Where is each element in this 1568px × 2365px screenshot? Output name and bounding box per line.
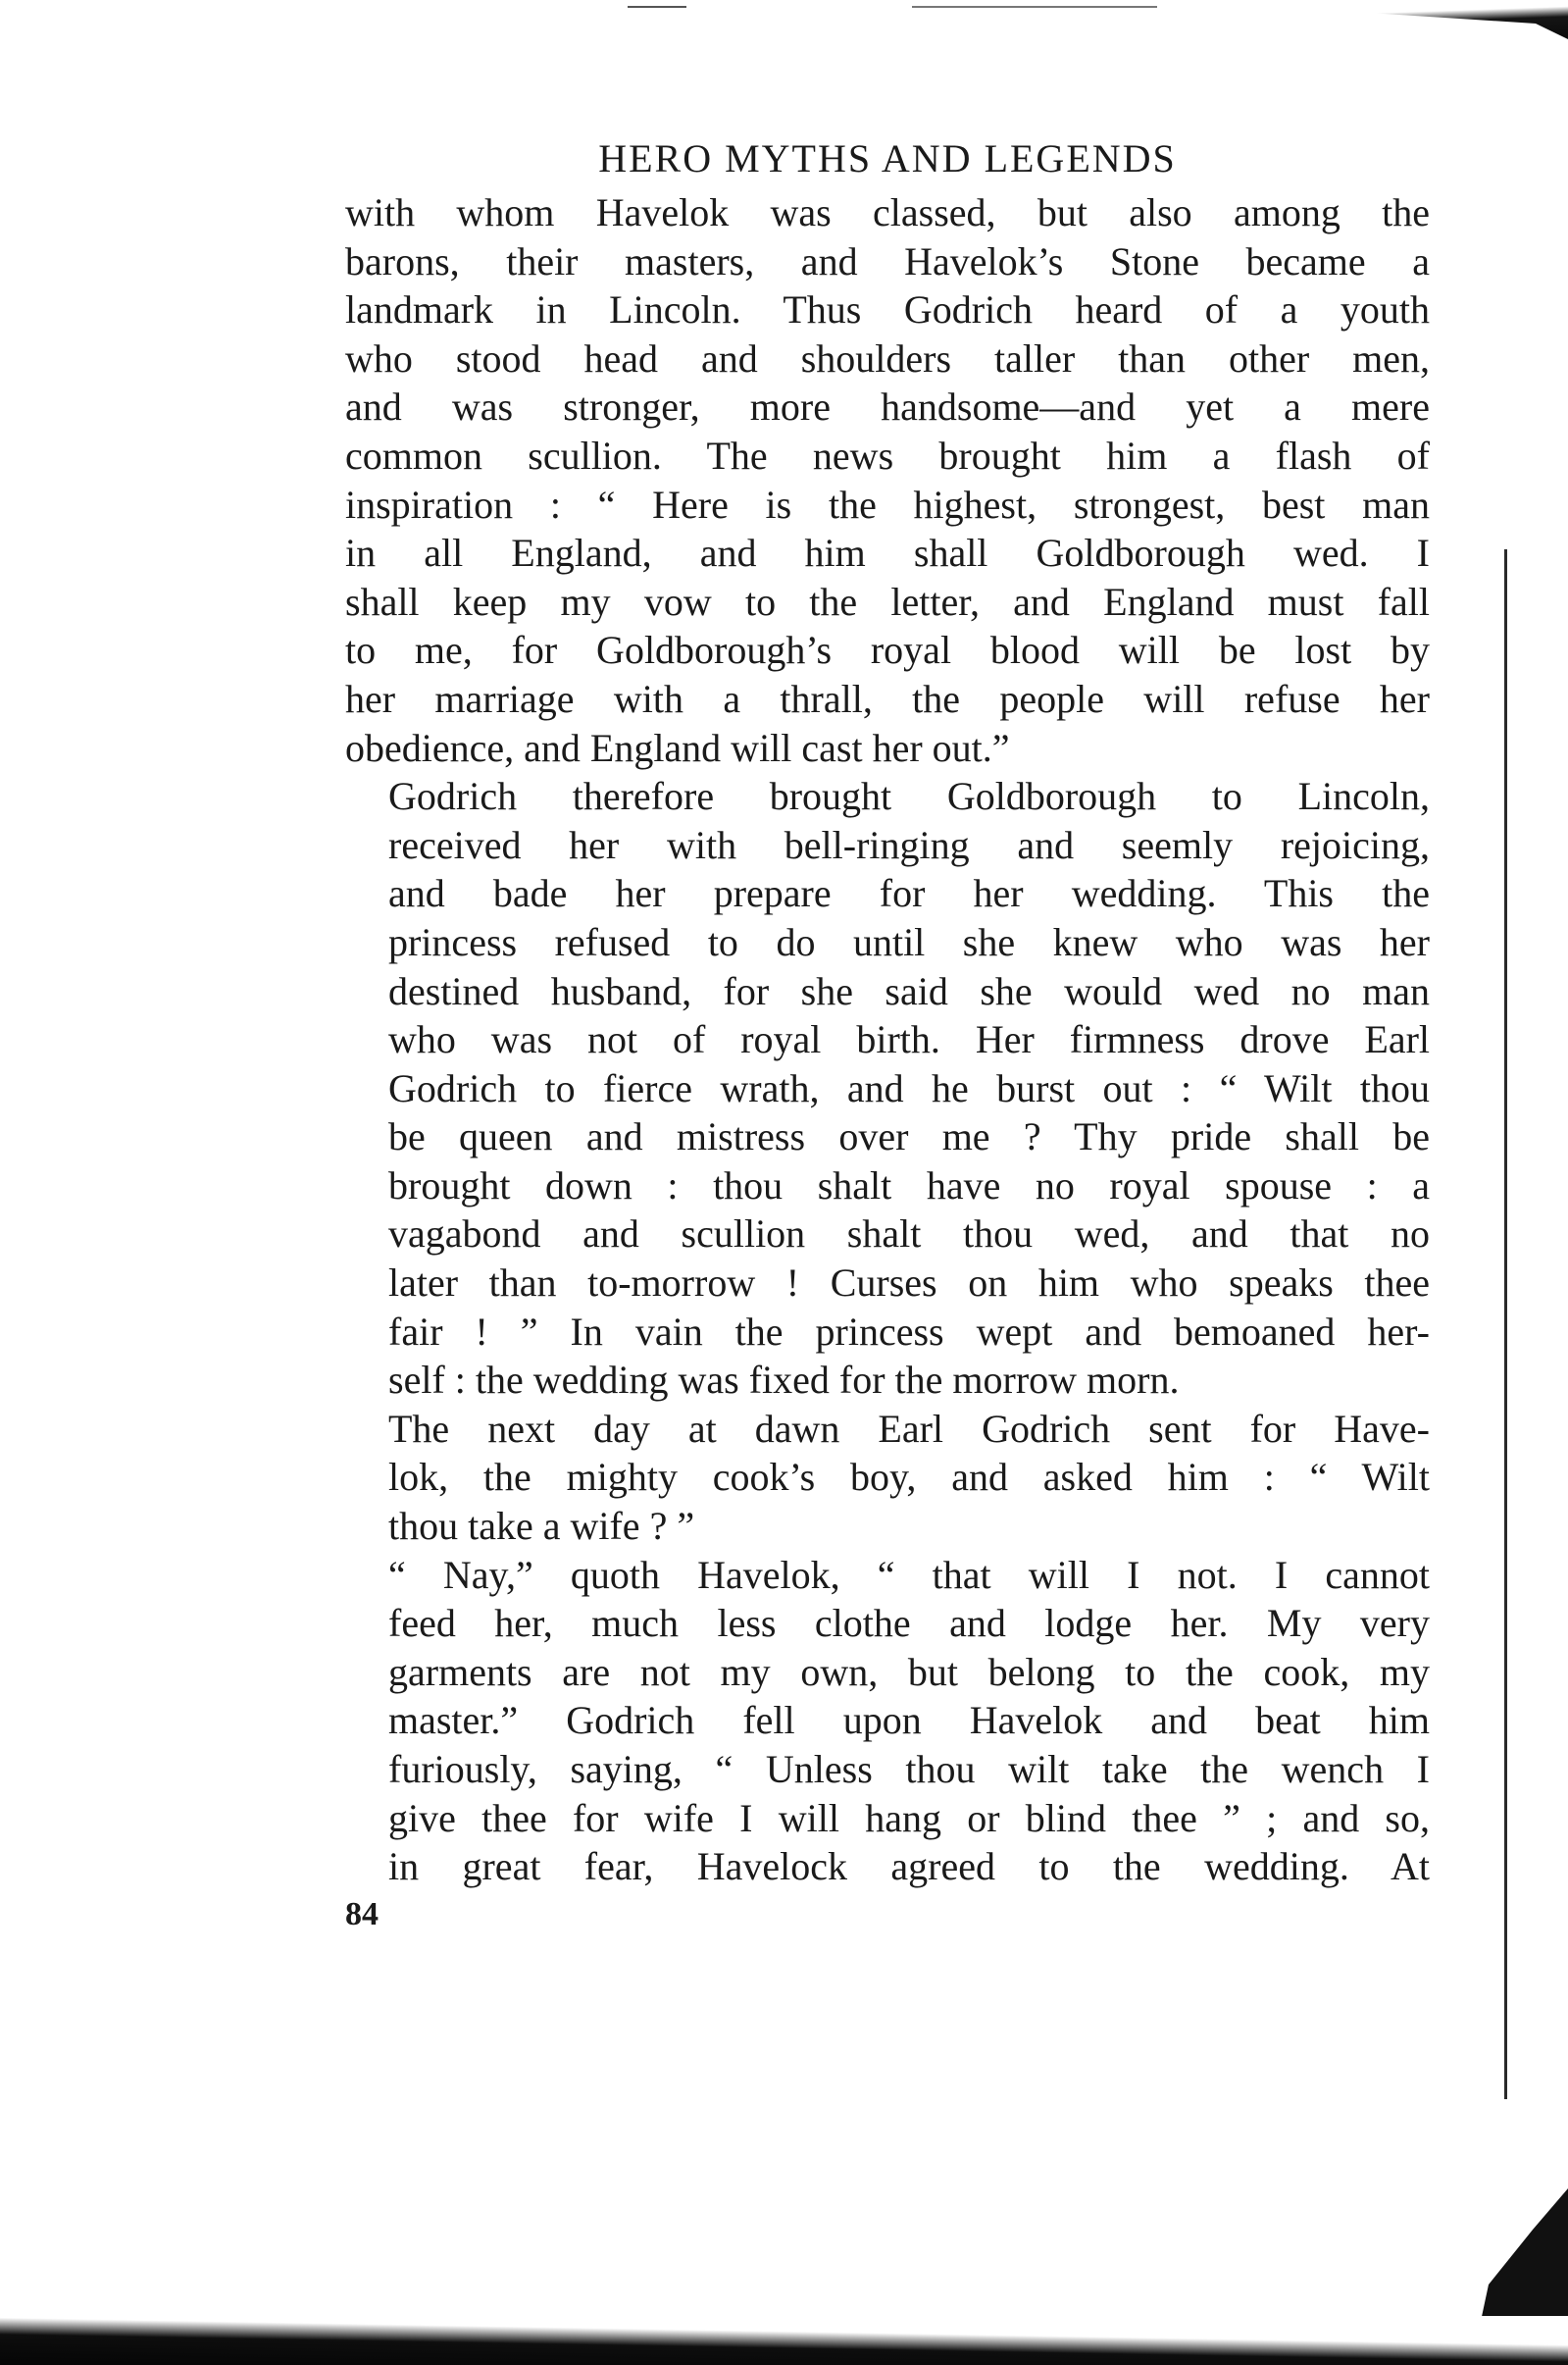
paragraph	[345, 188, 1430, 772]
text-line: with whom Havelok was classed, but also among the	[345, 190, 1430, 234]
text-line: master.” Godrich fell upon Havelok and beat him	[388, 1698, 1430, 1743]
text-line: common scullion. The news brought him a flash of	[345, 433, 1430, 478]
scan-artifact-page-shadow	[1480, 2188, 1568, 2326]
scan-artifact-page-edge	[1504, 549, 1507, 2099]
text-line: brought down : thou shalt have no royal spouse : a	[388, 1162, 1430, 1208]
text-line: obedience, and England will cast her out.”	[345, 725, 1010, 770]
text-line: to me, for Goldborough’s royal blood will be lost by	[345, 628, 1430, 673]
scan-artifact-page-edge	[0, 2316, 1568, 2365]
text-line: self : the wedding was fixed for the morrow morn.	[388, 1358, 1180, 1403]
text-line: inspiration : “ Here is the highest, strongest, best man	[345, 482, 1430, 527]
text-line: barons, their masters, and Havelok’s Stone became a	[345, 238, 1430, 283]
text-line: be queen and mistress over me ? Thy pride shall be	[388, 1114, 1430, 1159]
text-line: fair ! ” In vain the princess wept and bemoaned her-	[388, 1309, 1430, 1354]
text-line: give thee for wife I will hang or blind thee ” ; and so,	[388, 1795, 1430, 1840]
scan-artifact-page-shadow	[1244, 0, 1568, 39]
paragraph	[345, 1551, 1430, 1891]
text-line: received her with bell-ringing and seemly rejoicing,	[388, 822, 1430, 867]
paragraph	[345, 1405, 1430, 1551]
text-line: Godrich to fierce wrath, and he burst out : “ Wilt thou	[388, 1065, 1430, 1110]
text-line: her marriage with a thrall, the people will refuse her	[345, 676, 1430, 721]
text-line: The next day at dawn Earl Godrich sent for Have-	[388, 1406, 1430, 1451]
text-line: Godrich therefore brought Goldborough to Lincoln,	[388, 774, 1430, 819]
text-line: in all England, and him shall Goldborough wed. I	[345, 531, 1430, 576]
text-line: furiously, saying, “ Unless thou wilt take the wench I	[388, 1747, 1430, 1791]
text-line: vagabond and scullion shalt thou wed, and that no	[388, 1211, 1430, 1257]
text-line: later than to-morrow ! Curses on him who speaks thee	[388, 1260, 1430, 1306]
text-line: destined husband, for she said she would wed no man	[388, 968, 1430, 1013]
text-line: thou take a wife ? ”	[388, 1504, 695, 1549]
text-line: who stood head and shoulders taller than other men,	[345, 335, 1430, 381]
text-line: in great fear, Havelock agreed to the wedding. At	[388, 1844, 1430, 1889]
paragraph	[345, 772, 1430, 1405]
text-line: and was stronger, more handsome—and yet a mere	[345, 385, 1430, 430]
text-line: shall keep my vow to the letter, and England must fall	[345, 579, 1430, 624]
text-line: who was not of royal birth. Her firmness drove Earl	[388, 1017, 1430, 1062]
page-number: 84	[345, 1895, 379, 1932]
text-line: “ Nay,” quoth Havelok, “ that will I not. I cannot	[388, 1552, 1430, 1597]
text-line: and bade her prepare for her wedding. This the	[388, 871, 1430, 916]
text-line: garments are not my own, but belong to the cook, my	[388, 1649, 1430, 1694]
scan-artifact-top-rule	[912, 6, 1157, 8]
text-line: feed her, much less clothe and lodge her. My very	[388, 1601, 1430, 1646]
running-head: HERO MYTHS AND LEGENDS	[598, 136, 1177, 180]
book-page	[345, 129, 1430, 1936]
body-text	[345, 188, 1430, 1891]
text-line: lok, the mighty cook’s boy, and asked him : “ Wilt	[388, 1455, 1430, 1500]
scan-artifact-top-rule	[628, 6, 686, 8]
text-line: landmark in Lincoln. Thus Godrich heard of a youth	[345, 287, 1430, 333]
text-line: princess refused to do until she knew who was her	[388, 919, 1430, 964]
